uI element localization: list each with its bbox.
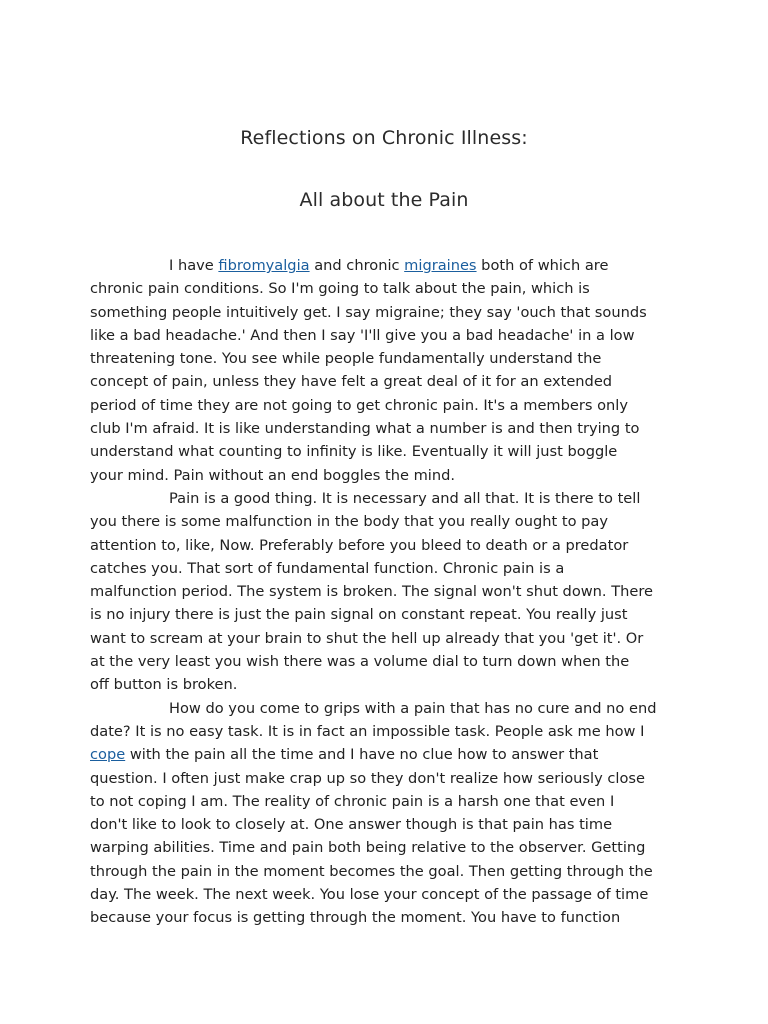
paragraph bbox=[90, 487, 688, 697]
text-line bbox=[90, 394, 688, 417]
text-line bbox=[90, 557, 688, 580]
text-segment: How do you come to grips with a pain that has no cure and no end bbox=[169, 699, 657, 717]
document-body bbox=[90, 254, 688, 930]
text-segment: you there is some malfunction in the body that you really ought to pay bbox=[90, 513, 608, 531]
text-line bbox=[90, 743, 688, 766]
text-segment: at the very least you wish there was a volume dial to turn down when the bbox=[90, 653, 630, 671]
text-line bbox=[90, 883, 688, 906]
text-segment: malfunction period. The system is broken. The signal won't shut down. There bbox=[90, 583, 654, 601]
text-segment: attention to, like, Now. Preferably before you bleed to death or a predator bbox=[90, 536, 629, 554]
link-fibromyalgia[interactable]: fibromyalgia bbox=[218, 257, 310, 274]
text-line bbox=[90, 603, 688, 626]
text-line bbox=[90, 627, 688, 650]
text-segment: I have bbox=[169, 257, 219, 274]
link-cope[interactable]: cope bbox=[90, 746, 126, 764]
text-segment: both of which are bbox=[476, 257, 609, 274]
text-segment: want to scream at your brain to shut the hell up already that you 'get it'. Or bbox=[90, 629, 644, 647]
text-line bbox=[90, 277, 688, 300]
text-segment: through the pain in the moment becomes the goal. Then getting through the bbox=[90, 862, 653, 880]
text-segment: to not coping I am. The reality of chronic pain is a harsh one that even I bbox=[90, 792, 615, 810]
text-segment: because your focus is getting through the moment. You have to function bbox=[90, 909, 621, 927]
text-line bbox=[90, 440, 688, 463]
link-migraines[interactable]: migraines bbox=[404, 257, 477, 274]
text-line bbox=[90, 813, 688, 836]
text-segment: off button is broken. bbox=[90, 676, 238, 694]
text-segment: club I'm afraid. It is like understanding what a number is and then trying to bbox=[90, 420, 640, 438]
text-segment: your mind. Pain without an end boggles the mind. bbox=[90, 466, 456, 484]
text-line bbox=[90, 790, 688, 813]
document-subtitle: All about the Pain bbox=[299, 189, 469, 211]
text-segment: period of time they are not going to get chronic pain. It's a members only bbox=[90, 396, 629, 414]
text-segment: warping abilities. Time and pain both being relative to the observer. Getting bbox=[90, 839, 646, 857]
text-segment: don't like to look to closely at. One answer though is that pain has time bbox=[90, 816, 613, 834]
text-segment: with the pain all the time and I have no clue how to answer that bbox=[125, 746, 599, 764]
text-segment: question. I often just make crap up so they don't realize how seriously close bbox=[90, 769, 645, 787]
text-line bbox=[90, 510, 688, 533]
text-line bbox=[90, 324, 688, 347]
paragraph bbox=[90, 697, 688, 930]
paragraph bbox=[90, 254, 688, 487]
text-line bbox=[90, 417, 688, 440]
text-line bbox=[90, 720, 688, 743]
text-segment: threatening tone. You see while people fundamentally understand the bbox=[90, 350, 602, 368]
document-title: Reflections on Chronic Illness: bbox=[240, 127, 528, 149]
text-line bbox=[90, 301, 688, 324]
text-line bbox=[90, 860, 688, 883]
text-line bbox=[90, 534, 688, 557]
text-line bbox=[90, 347, 688, 370]
text-segment: day. The week. The next week. You lose your concept of the passage of time bbox=[90, 886, 649, 904]
text-segment: understand what counting to infinity is like. Eventually it will just boggle bbox=[90, 443, 618, 461]
text-segment: is no injury there is just the pain signal on constant repeat. You really just bbox=[90, 606, 628, 624]
text-line bbox=[90, 464, 688, 487]
text-segment: Pain is a good thing. It is necessary and all that. It is there to tell bbox=[169, 489, 641, 507]
text-segment: something people intuitively get. I say migraine; they say 'ouch that sounds bbox=[90, 303, 647, 321]
text-line bbox=[90, 697, 688, 720]
text-line bbox=[90, 673, 688, 696]
text-line bbox=[90, 767, 688, 790]
text-line bbox=[90, 254, 688, 277]
text-segment: concept of pain, unless they have felt a great deal of it for an extended bbox=[90, 373, 613, 391]
text-line bbox=[90, 836, 688, 859]
text-segment: and chronic bbox=[309, 257, 405, 274]
text-segment: chronic pain conditions. So I'm going to talk about the pain, which is bbox=[90, 280, 590, 298]
text-line bbox=[90, 370, 688, 393]
text-segment: like a bad headache.' And then I say 'I'll give you a bad headache' in a low bbox=[90, 326, 635, 344]
text-line bbox=[90, 906, 688, 929]
text-line bbox=[90, 580, 688, 603]
text-line bbox=[90, 487, 688, 510]
text-line bbox=[90, 650, 688, 673]
text-segment: date? It is no easy task. It is in fact an impossible task. People ask me how I bbox=[90, 722, 645, 740]
text-segment: catches you. That sort of fundamental function. Chronic pain is a bbox=[90, 559, 565, 577]
